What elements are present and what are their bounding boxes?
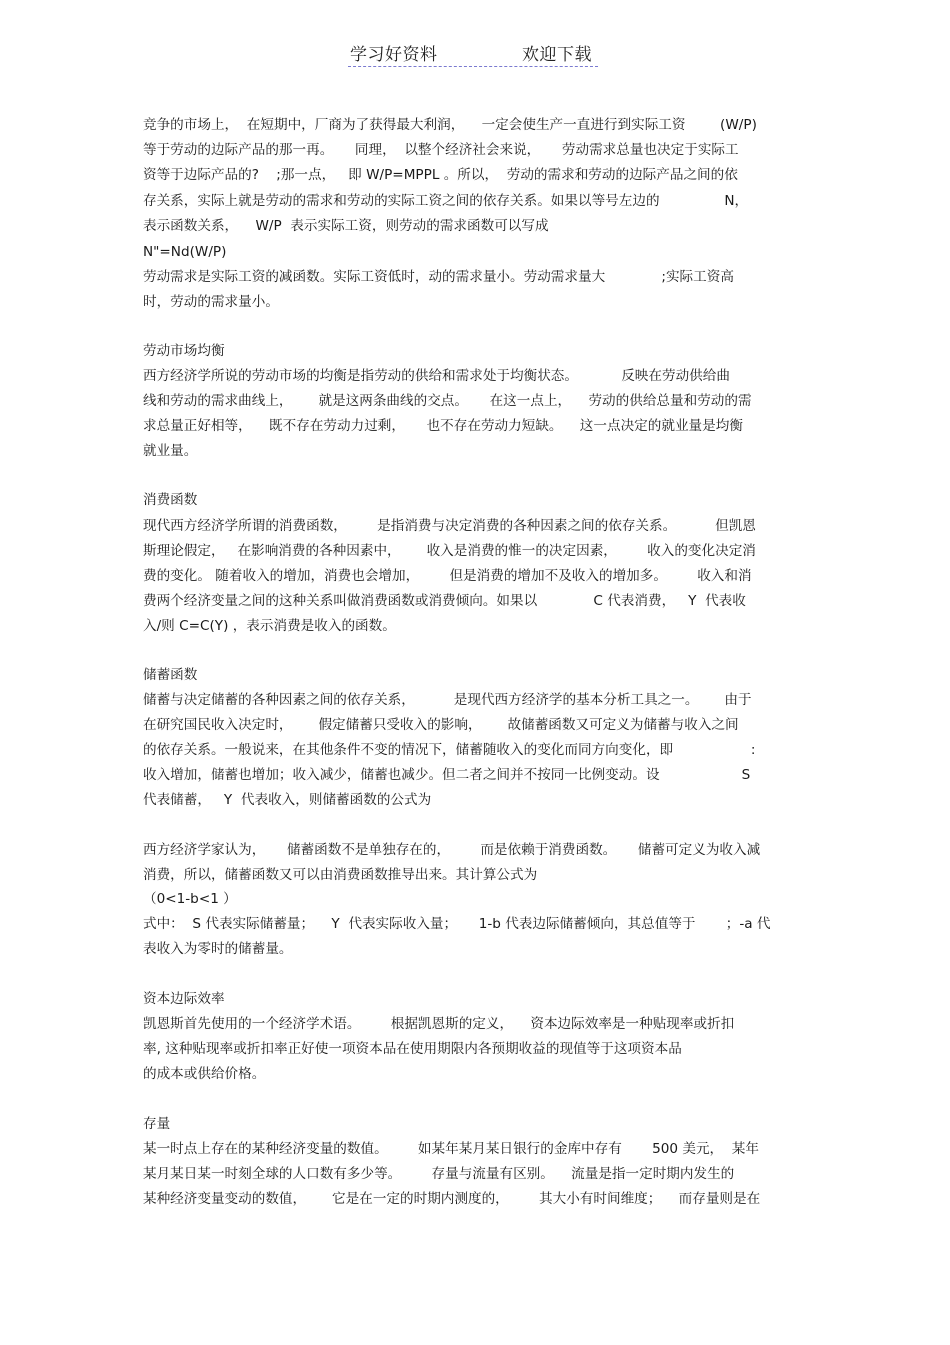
header-right-text: 欢迎下载 (522, 45, 592, 65)
section-title: 存量 (143, 1116, 171, 1132)
body-line: 的成本或供给价格。 (143, 1066, 266, 1082)
body-line: 西方经济学所说的劳动市场的均衡是指劳动的供给和需求处于均衡状态。 反映在劳动供给曲 (143, 368, 730, 384)
section-title: 资本边际效率 (143, 991, 225, 1007)
body-line: 表示函数关系， W/P 表示实际工资，则劳动的需求函数可以写成 (143, 218, 549, 234)
body-line: 入/则 C=C(Y) ，表示消费是收入的函数。 (143, 618, 396, 634)
body-line: 斯理论假定， 在影响消费的各种因素中， 收入是消费的惟一的决定因素， 收入的变化决定消 (143, 543, 756, 559)
body-line: 劳动需求是实际工资的减函数。实际工资低时，动的需求量小。劳动需求量大 ;实际工资高 (143, 269, 734, 285)
body-line: 存关系，实际上就是劳动的需求和劳动的实际工资之间的依存关系。如果以等号左边的 N， (143, 193, 749, 209)
formula-line: N"=Nd(W/P) (143, 244, 227, 260)
section-title: 劳动市场均衡 (143, 343, 225, 359)
body-line: 求总量正好相等， 既不存在劳动力过剩， 也不存在劳动力短缺。 这一点决定的就业量是均衡 (143, 418, 743, 434)
body-line: 式中： S 代表实际储蓄量； Y 代表实际收入量； 1-b 代表边际储蓄倾向，其总值等于 ；-a 代 (143, 916, 771, 932)
body-line: 率, 这种贴现率或折扣率正好使一项资本品在使用期限内各预期收益的现值等于这项资本品 (143, 1041, 682, 1057)
body-line: 某月某日某一时刻全球的人口数有多少等。 存量与流量有区别。 流量是指一定时期内发生的 (143, 1166, 735, 1182)
body-line: 线和劳动的需求曲线上， 就是这两条曲线的交点。 在这一点上， 劳动的供给总量和劳动的需 (143, 393, 752, 409)
body-line: 竞争的市场上， 在短期中，厂商为了获得最大利润， 一定会使生产一直进行到实际工资 (W/P) (143, 117, 757, 133)
section-title: 储蓄函数 (143, 667, 198, 683)
body-line: 现代西方经济学所谓的消费函数， 是指消费与决定消费的各种因素之间的依存关系。 但凯恩 (143, 518, 756, 534)
body-line: 某种经济变量变动的数值， 它是在一定的时期内测度的， 其大小有时间维度； 而存量则是在 (143, 1191, 761, 1207)
body-line: 资等于边际产品的? ;那一点， 即 W/P=MPPL 。所以， 劳动的需求和劳动的边际产品之间的依 (143, 167, 738, 183)
body-line: 的依存关系。一般说来，在其他条件不变的情况下，储蓄随收入的变化而同方向变化，即 : (143, 742, 756, 758)
body-line: 费的变化。 随着收入的增加，消费也会增加， 但是消费的增加不及收入的增加多。 收入和消 (143, 568, 752, 584)
body-line: 消费，所以，储蓄函数又可以由消费函数推导出来。其计算公式为 (143, 867, 538, 883)
body-line: 收入增加，储蓄也增加；收入减少，储蓄也减少。但二者之间并不按同一比例变动。设 S (143, 767, 751, 783)
body-line: 表收入为零时的储蓄量。 (143, 941, 293, 957)
body-line: 费两个经济变量之间的这种关系叫做消费函数或消费倾向。如果以 C 代表消费， Y 代表收 (143, 593, 746, 609)
body-line: 代表储蓄， Y 代表收入，则储蓄函数的公式为 (143, 792, 432, 808)
body-line: 凯恩斯首先使用的一个经济学术语。 根据凯恩斯的定义， 资本边际效率是一种贴现率或折扣 (143, 1016, 735, 1032)
body-line: 在研究国民收入决定时， 假定储蓄只受收入的影响， 故储蓄函数又可定义为储蓄与收入之间 (143, 717, 739, 733)
body-line: 时，劳动的需求量小。 (143, 294, 279, 310)
body-line: 等于劳动的边际产品的那一再。 同理， 以整个经济社会来说， 劳动需求总量也决定于实际工 (143, 142, 739, 158)
page-header (348, 40, 598, 67)
body-line: 某一时点上存在的某种经济变量的数值。 如某年某月某日银行的金库中存有 500 美元， 某年 (143, 1141, 759, 1157)
body-line: 西方经济学家认为， 储蓄函数不是单独存在的， 而是依赖于消费函数。 储蓄可定义为收入减 (143, 842, 761, 858)
formula-line: （0<1-b<1 ） (143, 891, 237, 907)
body-line: 就业量。 (143, 443, 198, 459)
header-left-text: 学习好资料 (350, 45, 438, 65)
body-line: 储蓄与决定储蓄的各种因素之间的依存关系， 是现代西方经济学的基本分析工具之一。 由于 (143, 692, 752, 708)
section-title: 消费函数 (143, 492, 198, 508)
